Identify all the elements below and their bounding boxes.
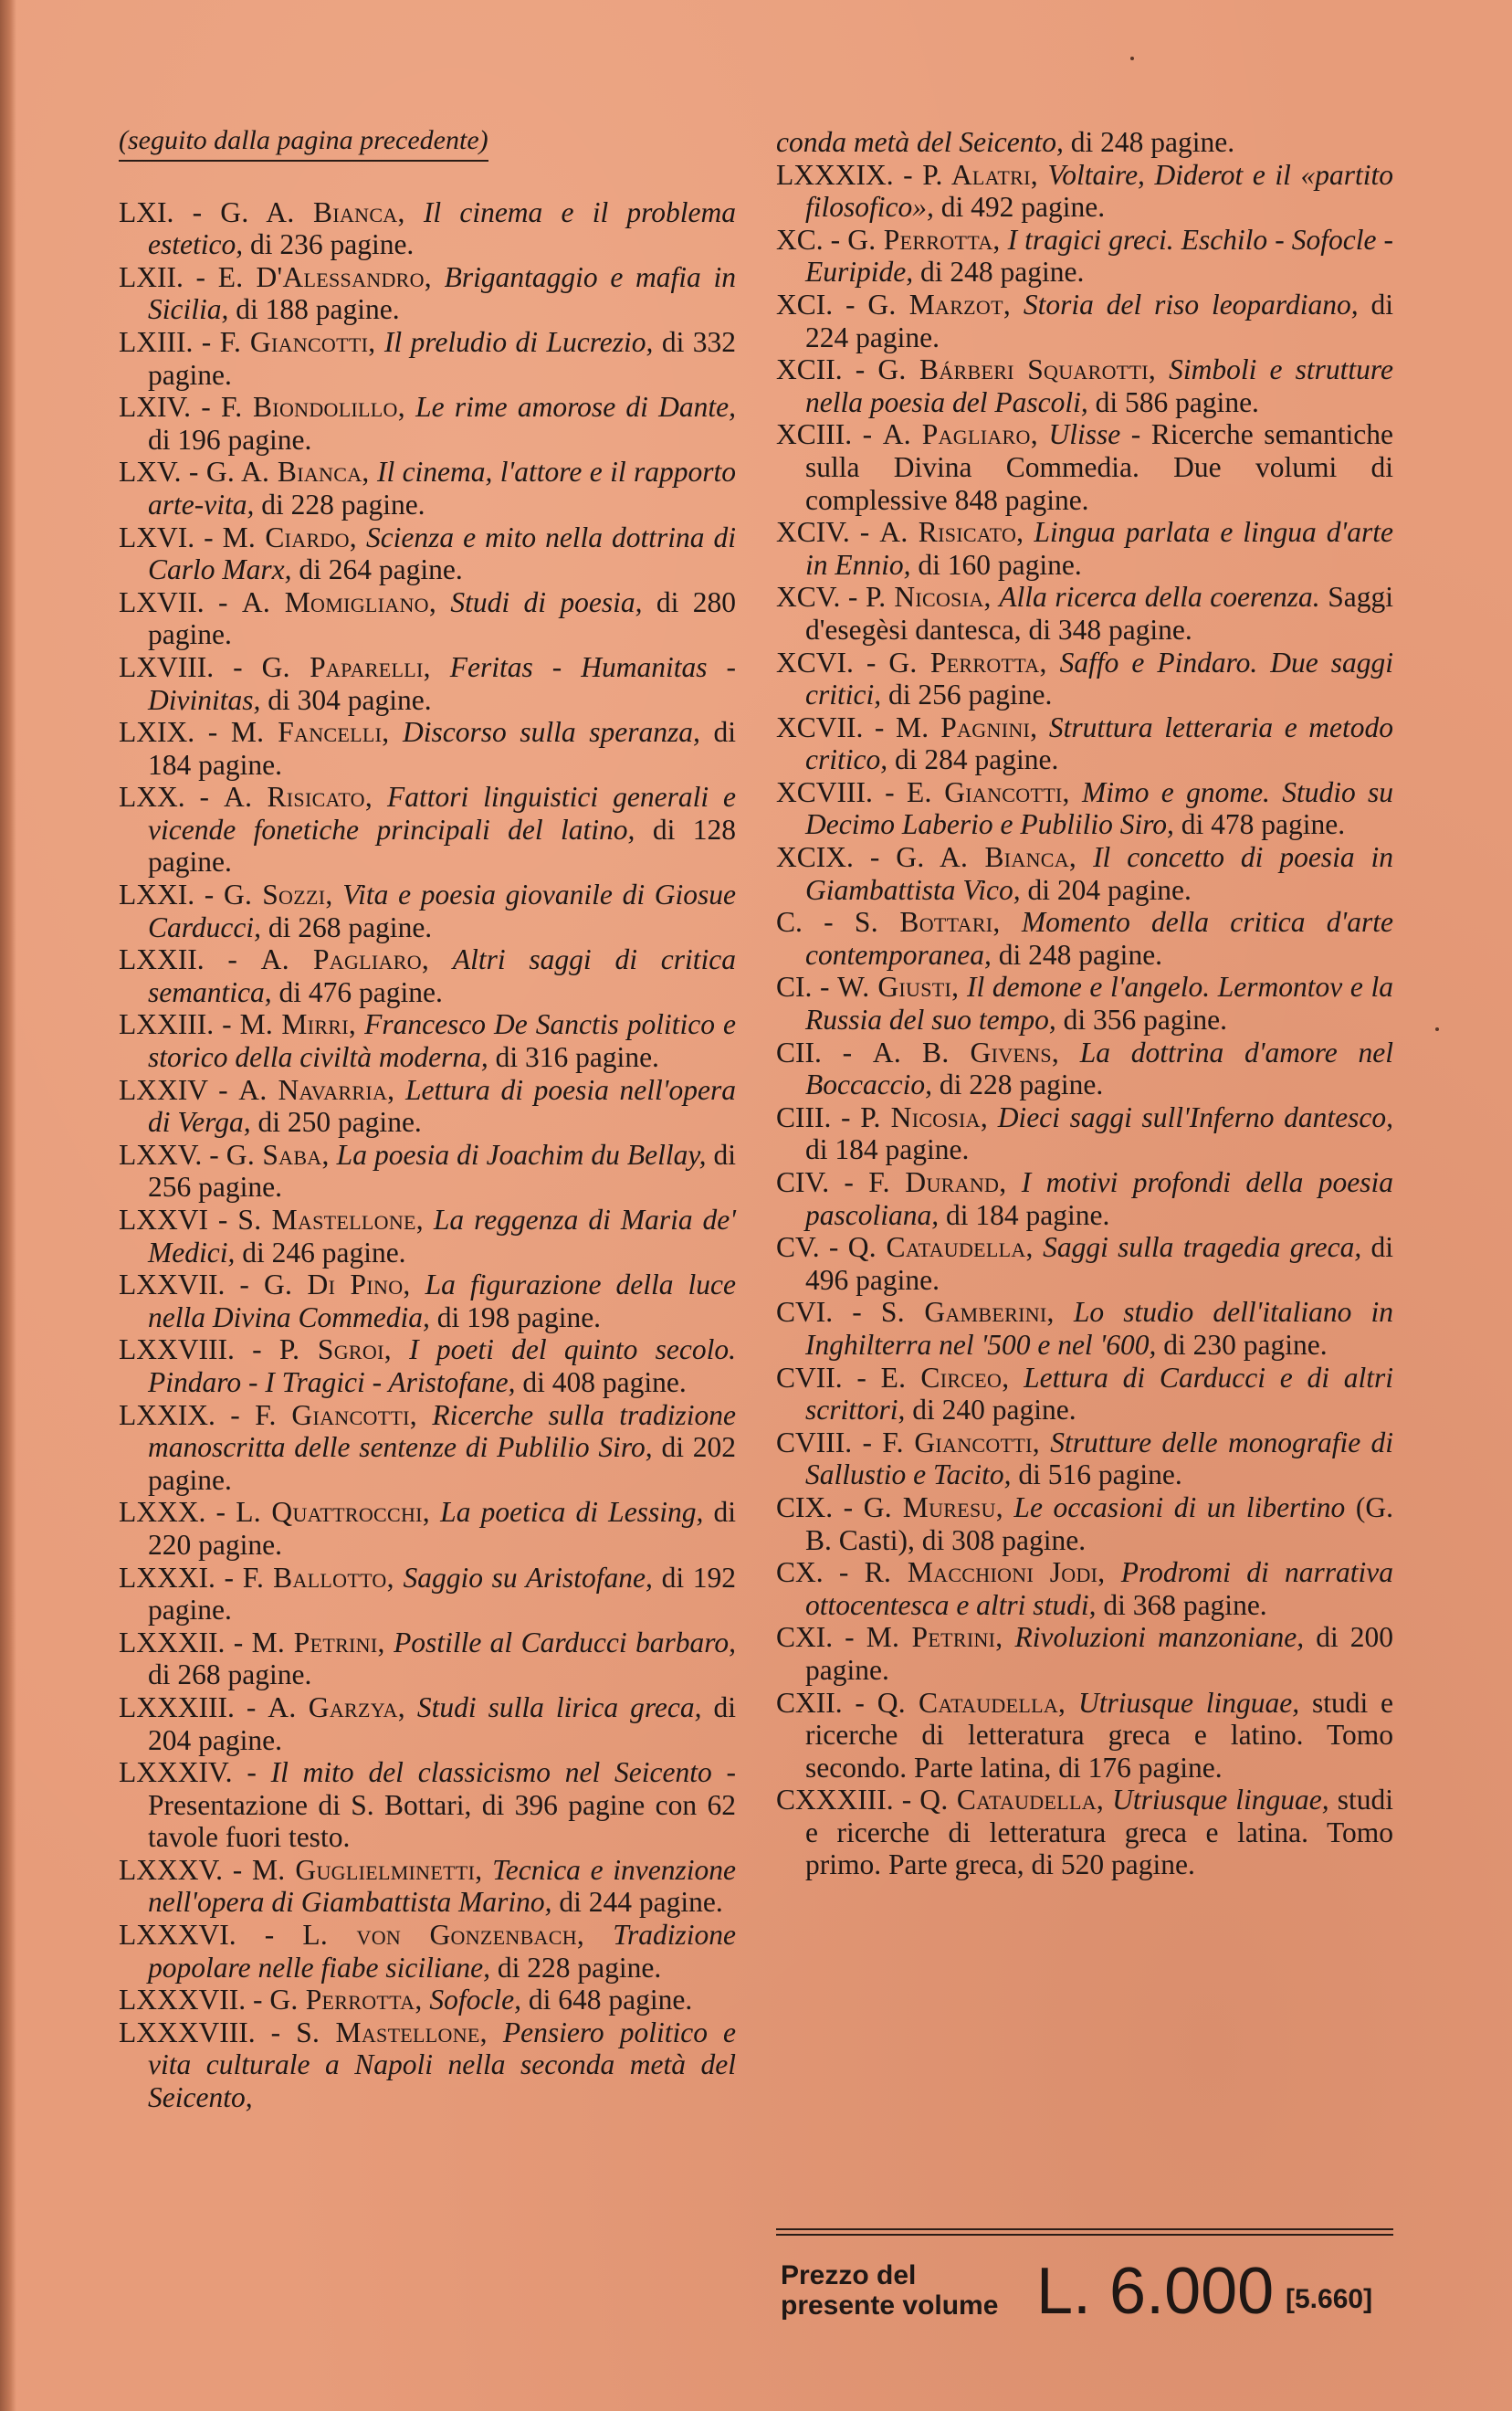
entry-details: di 184 pagine.: [805, 1133, 970, 1166]
catalog-entry: [776, 1231, 1393, 1296]
catalog-entry: [776, 1491, 1393, 1556]
entry-title: Francesco De Sanctis politico e storico della civiltà moderna,: [148, 1008, 737, 1074]
entry-author: M. Mirri,: [239, 1008, 357, 1041]
catalog-column-left: [119, 123, 736, 2114]
entry-title: Tradizione popolare nelle fiabe siciliane,: [148, 1919, 737, 1984]
catalog-entry: [119, 1204, 736, 1269]
entry-details: di 356 pagine.: [1063, 1004, 1227, 1037]
price-value: L. 6.000: [1036, 2255, 1275, 2328]
entry-title: Lettura di poesia nell'opera di Verga,: [148, 1073, 737, 1139]
entry-number: LXXXIV. -: [119, 1756, 257, 1789]
entry-author: A. Momigliano,: [241, 585, 436, 618]
catalog-entry: [776, 353, 1393, 418]
entry-number: LXIII. -: [119, 325, 212, 358]
entry-author: Q. Cataudella,: [847, 1231, 1034, 1264]
entry-author: G. Muresu,: [863, 1490, 1003, 1523]
entry-title: Il cinema e il problema estetico,: [148, 195, 736, 261]
entry-author: M. Guglielminetti,: [251, 1853, 483, 1886]
catalog-list-right: [776, 159, 1393, 1881]
entry-number: LXXIX. -: [119, 1398, 240, 1431]
entry-author: R. Macchioni Jodi,: [864, 1556, 1106, 1589]
entry-details: di 648 pagine.: [528, 1984, 693, 2016]
price-label-line2: presente volume: [781, 2290, 999, 2321]
entry-author: G. Paparelli,: [261, 650, 431, 683]
entry-title: La poetica di Lessing,: [440, 1496, 704, 1529]
entry-details: di 192 pagine.: [148, 1561, 737, 1627]
entry-details: di 246 pagine.: [242, 1236, 406, 1269]
catalog-entry: [119, 716, 736, 781]
entry-title: Storia del riso leopardiano,: [1023, 288, 1359, 321]
catalog-entry: [119, 1627, 736, 1691]
catalog-column-right: [776, 126, 1393, 1881]
catalog-entry: [119, 1399, 736, 1497]
entry-author: G. Bárberi Squarotti,: [877, 353, 1157, 386]
entry-details: di 188 pagine.: [236, 293, 400, 326]
entry-title: Brigantaggio e mafia in Sicilia,: [148, 260, 736, 326]
entry-title: Utriusque linguae,: [1112, 1784, 1329, 1816]
paper-speck: [1130, 57, 1134, 60]
entry-author: E. Circeo,: [880, 1361, 1010, 1394]
entry-title: Lingua parlata e lingua d'arte in Ennio,: [805, 516, 1393, 581]
entry-number: LXXIII. -: [119, 1008, 232, 1041]
entry-title: Pensiero politico e vita culturale a Napoli nella seconda metà del Seicento,: [148, 2016, 737, 2114]
catalog-entry: [776, 581, 1393, 646]
entry-number: CI. -: [776, 971, 830, 1004]
entry-number: CX. -: [776, 1556, 849, 1589]
entry-number: LXXXVIII. -: [119, 2016, 281, 2048]
entry-details: di 230 pagine.: [1163, 1328, 1328, 1361]
entry-number: XCVIII. -: [776, 775, 895, 808]
entry-title: I tragici greci. Eschilo - Sofocle - Euripide,: [805, 223, 1394, 289]
entry-number: XCIX. -: [776, 841, 880, 874]
entry-details: di 304 pagine.: [268, 683, 432, 716]
entry-number: CVI. -: [776, 1296, 862, 1329]
entry-title: I motivi profondi della poesia pascoliana,: [805, 1166, 1394, 1231]
entry-number: CV. -: [776, 1231, 839, 1264]
catalog-entry: [119, 1756, 736, 1854]
catalog-entry: [776, 776, 1393, 841]
entry-details: di 204 pagine.: [1027, 873, 1192, 906]
entry-number: LXVI. -: [119, 521, 214, 553]
entry-number: LXXVIII. -: [119, 1333, 262, 1366]
entry-number: LXXXIII. -: [119, 1690, 257, 1723]
price-rule-top: [776, 2228, 1393, 2230]
catalog-entry: [119, 1139, 736, 1204]
catalog-entry: [776, 1621, 1393, 1686]
continuation-text: di 248 pagine.: [1070, 126, 1235, 158]
catalog-entry: [119, 326, 736, 391]
entry-author: M. Ciardo,: [222, 521, 357, 553]
entry-details: di 256 pagine.: [887, 679, 1053, 711]
entry-author: A. Navarria,: [238, 1073, 395, 1106]
entry-title: Ulisse: [1048, 418, 1121, 451]
catalog-entry: [776, 1784, 1393, 1881]
entry-title: Ricerche sulla tradizione manoscritta delle sentenze di Publilio Siro,: [148, 1398, 737, 1464]
continuation-header: (seguito dalla pagina precedente): [119, 124, 488, 162]
catalog-entry: [776, 418, 1393, 516]
entry-title: Discorso sulla speranza,: [403, 716, 700, 749]
catalog-entry: [776, 1687, 1393, 1785]
entry-author: P. Nicosia,: [860, 1100, 989, 1133]
entry-author: F. Giancotti,: [882, 1426, 1040, 1458]
entry-author: S. Gamberini,: [880, 1296, 1055, 1329]
entry-details: di 516 pagine.: [1018, 1458, 1182, 1491]
entry-details: di 408 pagine.: [522, 1365, 687, 1398]
entry-number: LXII. -: [119, 260, 206, 293]
entry-details: di 240 pagine.: [912, 1394, 1076, 1427]
entry-number: LXIV. -: [119, 391, 211, 424]
catalog-entry: [119, 391, 736, 456]
entry-author: A. Risicato,: [879, 516, 1024, 549]
catalog-entry: [776, 1556, 1393, 1621]
entry-author: F. Durand,: [868, 1166, 1007, 1198]
entry-author: Q. Cataudella,: [877, 1686, 1066, 1719]
entry-title: Il mito del classicismo nel Seicento: [270, 1756, 712, 1789]
catalog-entry: [776, 841, 1393, 906]
entry-number: CII. -: [776, 1036, 853, 1069]
entry-title: Saffo e Pindaro. Due saggi critici,: [805, 646, 1394, 711]
entry-number: LXXXVI. -: [119, 1919, 275, 1952]
entry-details: di 184 pagine.: [946, 1198, 1110, 1231]
entry-number: LXI. -: [119, 195, 203, 228]
entry-number: XCVII. -: [776, 711, 885, 743]
catalog-entry-continuation: [776, 126, 1393, 159]
entry-title: La reggenza di Maria de' Medici,: [148, 1204, 737, 1269]
entry-details: di 220 pagine.: [148, 1496, 737, 1561]
catalog-entry: [776, 1296, 1393, 1361]
entry-number: LXXII. -: [119, 943, 237, 976]
entry-details: di 202 pagine.: [148, 1431, 736, 1496]
entry-author: G. Saba,: [226, 1138, 330, 1171]
entry-author: G. A. Bianca,: [205, 456, 370, 489]
entry-title: Lettura di Carducci e di altri scrittori,: [805, 1361, 1394, 1427]
entry-title: Altri saggi di critica semantica,: [148, 943, 736, 1008]
entry-details: di 196 pagine.: [148, 423, 312, 456]
entry-author: E. D'Alessandro,: [217, 260, 432, 293]
entry-author: P. Nicosia,: [865, 581, 992, 614]
entry-details: di 280 pagine.: [148, 585, 736, 651]
entry-details: di 586 pagine.: [1095, 385, 1259, 418]
entry-number: LXXV. -: [119, 1138, 219, 1171]
entry-title: Tecnica e invenzione nell'opera di Giambattista Marino,: [148, 1853, 737, 1919]
entry-details: di 368 pagine.: [1103, 1588, 1267, 1621]
catalog-entry: [119, 1919, 736, 1984]
entry-number: CVII. -: [776, 1361, 866, 1394]
entry-details: di 228 pagine.: [497, 1951, 662, 1984]
entry-title: Postille al Carducci barbaro,: [394, 1626, 736, 1658]
entry-details: - Ricerche semantiche sulla Divina Commedia. Due volumi di complessive 848 pagine.: [805, 418, 1393, 516]
entry-details: di 184 pagine.: [148, 716, 736, 781]
catalog-entry: [119, 1008, 736, 1073]
catalog-entry: [119, 261, 736, 326]
entry-title: Le rime amorose di Dante,: [415, 391, 736, 424]
entry-details: di 264 pagine.: [299, 553, 463, 586]
entry-author: Q. Cataudella,: [919, 1784, 1105, 1816]
entry-details: di 268 pagine.: [148, 1658, 312, 1691]
entry-author: G. A. Bianca,: [220, 195, 405, 228]
entry-author: G. A. Bianca,: [896, 841, 1077, 874]
entry-number: LXXXI. -: [119, 1561, 235, 1594]
entry-title: Le occasioni di un libertino: [1013, 1490, 1346, 1523]
entry-details: Saggi d'esegèsi dantesca, di 348 pagine.: [805, 581, 1394, 646]
price-label: [781, 2260, 998, 2321]
entry-number: C. -: [776, 906, 834, 939]
entry-number: LXXVI -: [119, 1204, 228, 1236]
entry-number: CVIII. -: [776, 1426, 872, 1458]
entry-number: LXXXV. -: [119, 1853, 243, 1886]
catalog-entry: [776, 224, 1393, 289]
catalog-entry: [119, 879, 736, 943]
entry-author: P. Sgroi,: [278, 1333, 392, 1366]
entry-details: di 236 pagine.: [249, 228, 415, 261]
entry-details: di 128 pagine.: [148, 813, 736, 879]
entry-author: M. Petrini,: [866, 1621, 1003, 1654]
entry-details: di 204 pagine.: [148, 1690, 736, 1756]
entry-details: di 228 pagine.: [939, 1069, 1104, 1101]
entry-title: Saggio su Aristofane,: [403, 1561, 653, 1594]
catalog-entry: [776, 1037, 1393, 1101]
entry-number: CIV. -: [776, 1166, 854, 1198]
entry-author: F. Giancotti,: [255, 1398, 417, 1431]
price-rule-bottom: [776, 2234, 1393, 2236]
catalog-entry: [119, 456, 736, 521]
catalog-entry: [119, 1074, 736, 1139]
catalog-entry: [776, 516, 1393, 581]
entry-details: di 316 pagine.: [495, 1041, 659, 1074]
catalog-entry: [119, 2016, 736, 2114]
price-label-line1: Prezzo del: [781, 2260, 917, 2290]
paper-speck: [1435, 1027, 1439, 1031]
entry-title: Rivoluzioni manzoniane,: [1014, 1621, 1305, 1654]
catalog-entry: [119, 586, 736, 651]
entry-title: La figurazione della luce nella Divina Commedia,: [148, 1269, 737, 1333]
catalog-entry: [776, 711, 1393, 776]
entry-author: A. B. Givens,: [872, 1036, 1060, 1069]
catalog-entry: [119, 943, 736, 1008]
entry-details: di 224 pagine.: [805, 288, 1394, 353]
entry-title: Voltaire, Diderot e il «partito filosofico»,: [805, 158, 1393, 224]
entry-details: di 476 pagine.: [278, 975, 443, 1008]
entry-number: LXIX. -: [119, 716, 218, 749]
entry-number: CXII. -: [776, 1686, 865, 1719]
entry-title: Feritas - Humanitas - Divinitas,: [148, 650, 737, 716]
entry-number: XCIII. -: [776, 418, 873, 451]
catalog-entry: [119, 1496, 736, 1561]
entry-number: XCV. -: [776, 581, 858, 614]
entry-details: di 228 pagine.: [261, 488, 425, 521]
entry-title: Mimo e gnome. Studio su Decimo Laberio e Publilio Siro,: [805, 775, 1394, 841]
entry-details: (G. B. Casti), di 308 pagine.: [805, 1490, 1393, 1556]
entry-number: LXXVII. -: [119, 1269, 249, 1301]
entry-author: A. Garzya,: [268, 1690, 405, 1723]
entry-title: Il demone e l'angelo. Lermontov e la Russia del suo tempo,: [805, 971, 1393, 1037]
entry-title: Il cinema, l'attore e il rapporto arte-vita,: [148, 456, 737, 521]
entry-number: CIII. -: [776, 1100, 851, 1133]
catalog-entry: [119, 1562, 736, 1627]
entry-title: Dieci saggi sull'Inferno dantesco,: [997, 1100, 1393, 1133]
entry-details: studi e ricerche di letteratura greca e latino. Tomo secondo. Parte latina, di 176 pagine.: [805, 1686, 1393, 1784]
entry-author: G. Perrotta,: [269, 1984, 423, 2016]
entry-title: Saggi sulla tragedia greca,: [1043, 1231, 1362, 1264]
catalog-entry: [776, 1427, 1393, 1491]
entry-author: M. Petrini,: [251, 1626, 385, 1658]
catalog-entry: [119, 651, 736, 716]
entry-number: LXXI. -: [119, 879, 215, 911]
entry-title: Prodromi di narrativa ottocentesca e altri studi,: [805, 1556, 1394, 1621]
entry-title: Lo studio dell'italiano in Inghilterra nel '500 e nel '600,: [805, 1296, 1394, 1361]
entry-title: Sofocle,: [429, 1984, 521, 2016]
entry-number: XCII. -: [776, 353, 866, 386]
entry-number: LXXIV -: [119, 1073, 228, 1106]
catalog-entry: [119, 521, 736, 586]
entry-details: di 248 pagine.: [998, 938, 1163, 971]
entry-title: Alla ricerca della coerenza.: [999, 581, 1320, 614]
entry-title: Fattori linguistici generali e vicende fonetiche principali del latino,: [148, 781, 737, 846]
entry-author: M. Fancelli,: [230, 716, 390, 749]
entry-author: L. Quattrocchi,: [236, 1496, 430, 1529]
entry-number: CXI. -: [776, 1621, 855, 1654]
catalog-entry: [119, 1333, 736, 1398]
entry-details: di 332 pagine.: [148, 325, 737, 391]
entry-author: E. Giancotti,: [906, 775, 1070, 808]
continuation-title: conda metà del Seicento,: [776, 126, 1064, 158]
entry-details: di 248 pagine.: [920, 256, 1085, 289]
entry-author: W. Giusti,: [837, 971, 960, 1004]
entry-author: F. Ballotto,: [242, 1561, 394, 1594]
entry-title: Utriusque linguae,: [1078, 1686, 1300, 1719]
entry-author: S. Mastellone,: [237, 1204, 424, 1236]
catalog-entry: [119, 1691, 736, 1756]
entry-number: XC. -: [776, 223, 841, 256]
entry-title: I poeti del quinto secolo. Pindaro - I Tragici - Aristofane,: [148, 1333, 737, 1398]
entry-title: La poesia di Joachim du Bellay,: [336, 1138, 707, 1171]
entry-title: Struttura letteraria e metodo critico,: [805, 711, 1394, 776]
entry-author: A. Pagliaro,: [260, 943, 430, 976]
entry-details: di 496 pagine.: [805, 1231, 1394, 1296]
entry-number: LXV. -: [119, 456, 199, 489]
catalog-entry: [119, 196, 736, 261]
catalog-entry: [119, 1269, 736, 1333]
entry-author: A. Pagliaro,: [882, 418, 1038, 451]
entry-title: Simboli e strutture nella poesia del Pascoli,: [805, 353, 1393, 418]
entry-author: G. Perrotta,: [847, 223, 1001, 256]
catalog-entry: [776, 1166, 1393, 1231]
entry-title: La dottrina d'amore nel Boccaccio,: [805, 1036, 1393, 1101]
entry-author: F. Giancotti,: [219, 325, 376, 358]
catalog-entry: [776, 647, 1393, 711]
entry-details: di 268 pagine.: [268, 911, 433, 943]
entry-title: Vita e poesia giovanile di Giosue Carducci,: [148, 879, 737, 943]
catalog-entry: [776, 1101, 1393, 1166]
catalog-entry: [776, 971, 1393, 1036]
entry-title: Scienza e mito nella dottrina di Carlo Marx,: [148, 521, 737, 586]
entry-number: LXXXII. -: [119, 1626, 244, 1658]
entry-details: di 198 pagine.: [436, 1300, 602, 1333]
entry-number: LXXXVII. -: [119, 1984, 263, 2016]
entry-title: Momento della critica d'arte contemporanea,: [805, 906, 1393, 971]
entry-author: F. Biondolillo,: [221, 391, 405, 424]
entry-number: LXX. -: [119, 781, 210, 814]
entry-author: G. Di Pino,: [263, 1269, 411, 1301]
entry-number: LXVIII. -: [119, 650, 243, 683]
entry-number: CXXXIII. -: [776, 1784, 912, 1816]
entry-author: A. Risicato,: [224, 781, 373, 814]
entry-title: Studi sulla lirica greca,: [416, 1690, 702, 1723]
entry-title: Il concetto di poesia in Giambattista Vico,: [805, 841, 1394, 906]
entry-details: di 284 pagine.: [894, 743, 1059, 776]
entry-number: LXVII. -: [119, 585, 228, 618]
entry-details: di 200 pagine.: [805, 1621, 1393, 1686]
catalog-entry: [119, 781, 736, 879]
entry-number: LXXX. -: [119, 1496, 226, 1529]
entry-number: XCIV. -: [776, 516, 870, 549]
entry-details: di 250 pagine.: [257, 1106, 422, 1139]
entry-author: P. Alatri,: [922, 158, 1038, 191]
entry-number: XCVI. -: [776, 646, 877, 679]
entry-author: L. von Gonzenbach,: [302, 1919, 585, 1952]
entry-author: S. Bottari,: [854, 906, 1001, 939]
entry-author: G. Marzot,: [867, 288, 1012, 321]
catalog-entry: [776, 159, 1393, 224]
entry-author: M. Pagnini,: [895, 711, 1038, 743]
catalog-entry: [119, 1984, 736, 2016]
catalog-entry: [119, 1854, 736, 1919]
entry-details: - Presentazione di S. Bottari, di 396 pagine con 62 tavole fuori testo.: [148, 1756, 737, 1854]
entry-title: Strutture delle monografie di Sallustio e Tacito,: [805, 1426, 1394, 1491]
cover-edge: [0, 0, 16, 2411]
entry-details: di 244 pagine.: [559, 1886, 723, 1919]
entry-number: CIX. -: [776, 1490, 854, 1523]
catalog-entry: [776, 289, 1393, 353]
entry-author: G. Sozzi,: [224, 879, 333, 911]
entry-number: XCI. -: [776, 288, 856, 321]
catalog-list-left: [119, 196, 736, 2114]
price-code: [5.660]: [1286, 2284, 1373, 2314]
entry-title: Il preludio di Lucrezio,: [383, 325, 654, 358]
catalog-entry: [776, 906, 1393, 971]
entry-title: Studi di poesia,: [450, 585, 643, 618]
entry-author: G. Perrotta,: [888, 646, 1047, 679]
entry-details: studi e ricerche di letteratura greca e latina. Tomo primo. Parte greca, di 520 pagine.: [805, 1784, 1393, 1881]
entry-details: di 478 pagine.: [1181, 808, 1346, 841]
entry-number: LXXXIX. -: [776, 158, 913, 191]
entry-details: di 492 pagine.: [940, 191, 1106, 224]
entry-details: di 160 pagine.: [918, 548, 1082, 581]
entry-details: di 256 pagine.: [148, 1138, 736, 1204]
entry-author: S. Mastellone,: [296, 2016, 488, 2048]
catalog-entry: [776, 1362, 1393, 1427]
